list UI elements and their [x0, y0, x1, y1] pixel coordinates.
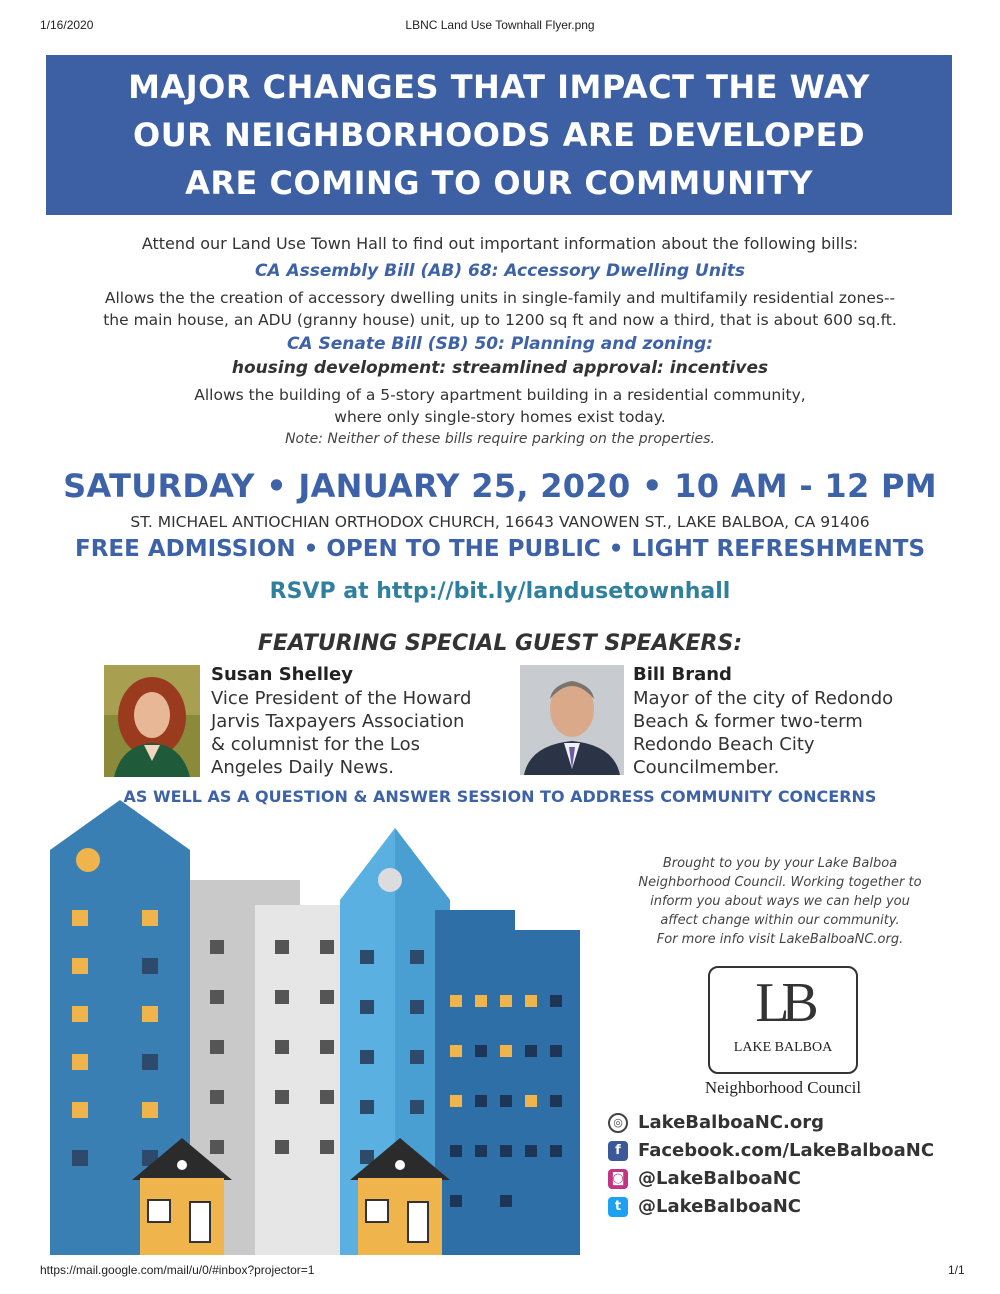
bill2-title-1: CA Senate Bill (SB) 50: Planning and zoning: — [286, 334, 714, 354]
website-text: LakeBalboaNC.org — [638, 1112, 824, 1133]
twitter-icon: t — [608, 1197, 628, 1217]
brought-by-line: affect change within our community. — [660, 913, 900, 928]
facebook-text: Facebook.com/LakeBalboaNC — [638, 1140, 935, 1161]
bill1-desc-1: Allows the the creation of accessory dwelling units in single-family and multifamily residential zones-- — [104, 289, 896, 307]
brought-by-line: Neighborhood Council. Working together to — [638, 875, 922, 890]
lbnc-logo — [708, 966, 858, 1074]
facebook-icon: f — [608, 1141, 628, 1161]
logo-monogram: LB — [755, 972, 811, 1034]
headline-banner — [46, 55, 952, 215]
bill1-title: CA Assembly Bill (AB) 68: Accessory Dwelling Units — [254, 261, 746, 281]
headline-line-2: OUR NEIGHBORHOODS ARE DEVELOPED — [132, 116, 865, 154]
brought-by-line: For more info visit LakeBalboaNC.org. — [656, 932, 904, 947]
print-footer-page: 1/1 — [948, 1263, 965, 1277]
event-admission: FREE ADMISSION • OPEN TO THE PUBLIC • LIGHT REFRESHMENTS — [74, 536, 926, 562]
susan-shelley-photo — [104, 665, 200, 777]
buildings-illustration — [50, 800, 590, 1255]
bill-brand-photo — [520, 665, 624, 775]
speaker2-bio-line: Councilmember. — [633, 757, 780, 778]
qa-session-line: AS WELL AS A QUESTION & ANSWER SESSION TO ADDRESS COMMUNITY CONCERNS — [123, 787, 877, 806]
event-venue: ST. MICHAEL ANTIOCHIAN ORTHODOX CHURCH, 16643 VANOWEN ST., LAKE BALBOA, CA 91406 — [130, 513, 870, 531]
event-date-time: SATURDAY • JANUARY 25, 2020 • 10 AM - 12 PM — [63, 467, 937, 505]
featuring-heading: FEATURING SPECIAL GUEST SPEAKERS: — [257, 631, 743, 656]
logo-subtitle: Neighborhood Council — [704, 1078, 862, 1097]
headline-line-1: MAJOR CHANGES THAT IMPACT THE WAY — [128, 68, 870, 106]
instagram-text: @LakeBalboaNC — [638, 1168, 802, 1189]
parking-note: Note: Neither of these bills require parking on the properties. — [285, 431, 715, 447]
speaker2-bio — [633, 687, 893, 779]
print-title: LBNC Land Use Townhall Flyer.png — [405, 18, 595, 32]
website-link[interactable] — [608, 1112, 824, 1133]
twitter-link[interactable] — [608, 1196, 801, 1217]
print-date: 1/16/2020 — [40, 18, 94, 32]
speaker2-name: Bill Brand — [633, 664, 732, 685]
speaker1-bio — [211, 687, 471, 779]
brought-by-line: inform you about ways we can help you — [650, 894, 910, 909]
brought-by-text — [600, 854, 960, 949]
intro-text: Attend our Land Use Town Hall to find out important information about the following bills: — [141, 234, 859, 253]
brought-by-line: Brought to you by your Lake Balboa — [662, 856, 898, 871]
rsvp-link[interactable]: RSVP at http://bit.ly/landusetownhall — [269, 579, 731, 604]
speaker2-bio-line: Beach & former two-term — [633, 711, 863, 732]
speaker2-bio-line: Redondo Beach City — [633, 734, 815, 755]
bill1-desc-2: the main house, an ADU (granny house) unit, up to 1200 sq ft and now a third, that is about 600 sq.ft. — [103, 311, 897, 329]
speaker1-bio-line: Vice President of the Howard — [211, 688, 472, 709]
facebook-link[interactable] — [608, 1140, 934, 1161]
bill2-title-2: housing development: streamlined approval: incentives — [231, 358, 769, 378]
speaker1-name: Susan Shelley — [211, 664, 353, 685]
speaker1-bio-line: & columnist for the Los — [211, 734, 421, 755]
headline-line-3: ARE COMING TO OUR COMMUNITY — [185, 164, 813, 202]
twitter-text: @LakeBalboaNC — [638, 1196, 802, 1217]
logo-name: LAKE BALBOA — [733, 1040, 833, 1055]
speaker2-bio-line: Mayor of the city of Redondo — [633, 688, 894, 709]
globe-icon: ◎ — [608, 1113, 628, 1133]
speaker1-bio-line: Jarvis Taxpayers Association — [211, 711, 465, 732]
speaker1-bio-line: Angeles Daily News. — [211, 757, 395, 778]
bill2-desc-2: where only single-story homes exist today. — [334, 408, 666, 426]
print-footer-url: https://mail.google.com/mail/u/0/#inbox?projector=1 — [40, 1263, 315, 1277]
instagram-icon: ◙ — [608, 1169, 628, 1189]
instagram-link[interactable] — [608, 1168, 801, 1189]
bill2-desc-1: Allows the building of a 5-story apartment building in a residential community, — [194, 386, 806, 404]
